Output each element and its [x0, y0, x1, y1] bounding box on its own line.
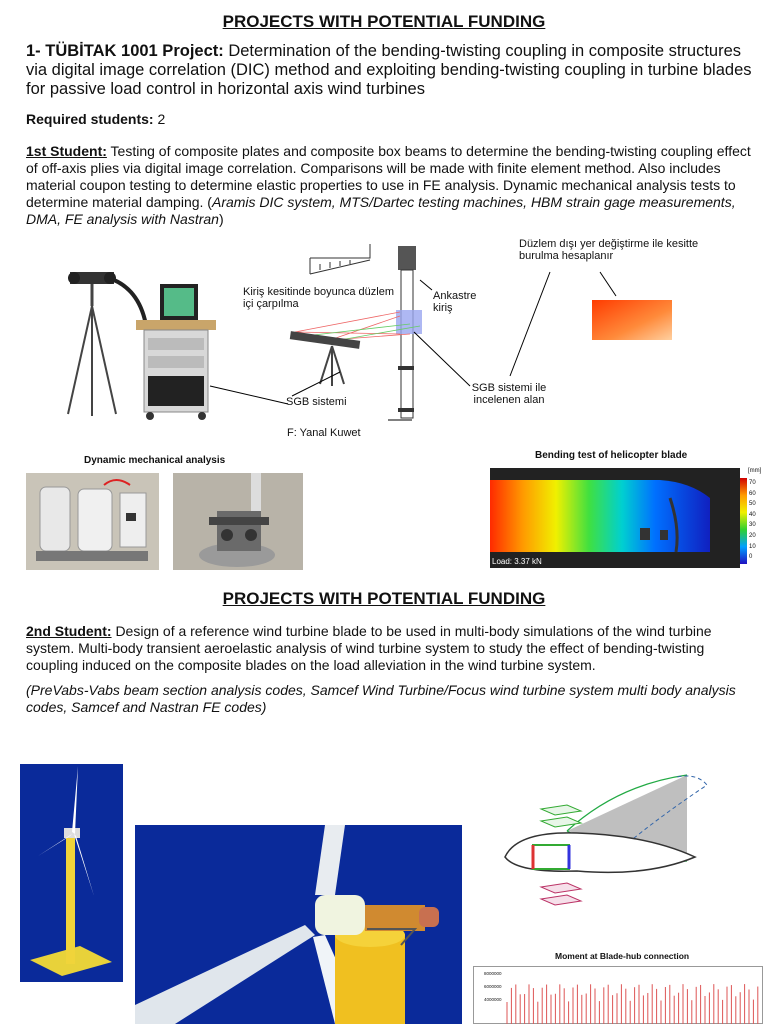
twist-contour-plot: [592, 300, 672, 340]
student1-description: [26, 143, 752, 228]
colorbar-tick: 10: [749, 543, 756, 550]
colorbar-unit: [mm]: [748, 468, 762, 474]
colorbar-ticks: [749, 478, 756, 563]
student2-text: Design of a reference wind turbine blade to be used in multi-body simulations of the wind turbine system. Multi-body transient aeroelastic analysis of wind turbine system to study the effect of bending-twisting coupling induced on the composite blades on the load alleviation in the wind turbine system.: [26, 623, 712, 673]
colorbar: [740, 468, 768, 568]
student2-label: 2nd Student:: [26, 623, 112, 639]
project-description: [26, 42, 752, 99]
student1-tools: Aramis DIC system, MTS/Dartec testing machines, HBM strain gage measurements, DMA, FE analysis with Nastran: [26, 194, 736, 227]
beam-diagram: [210, 244, 616, 420]
bending-test-contour-plot: [490, 468, 740, 568]
blade-section-diagram: [497, 765, 747, 925]
wind-turbine-render: [20, 764, 123, 982]
caption-dma: Dynamic mechanical analysis: [84, 455, 226, 466]
caption-bending-test: Bending test of helicopter blade: [535, 450, 688, 461]
project-text: Determination of the bending-twisting coupling in composite structures via digital image correlation (DIC) method and exploiting bending-twisting coupling in turbine blades for passive load control in horizontal axis wind turbines: [26, 42, 752, 98]
student1-label: 1st Student:: [26, 143, 107, 159]
load-label: Load: 3.37 kN: [492, 557, 542, 566]
label-clamped-beam: Ankastre kiriş: [433, 290, 477, 314]
moment-tick: 6000000: [484, 984, 502, 989]
label-curvature: Kiriş kesitinde boyunca düzlem içi çarpılma: [243, 286, 395, 310]
moment-tick: 8000000: [484, 971, 502, 976]
moment-tick: 4000000: [484, 997, 502, 1002]
colorbar-tick: 70: [749, 480, 756, 486]
dma-photo-1: [26, 473, 159, 570]
label-out-of-plane-twist: Düzlem dışı yer değiştirme ile kesitte burulma hesaplanır: [519, 238, 699, 262]
student2-tools: (PreVabs-Vabs beam section analysis codes, Samcef Wind Turbine/Focus wind turbine system multi body analysis codes, Samcef and Nastran FE codes): [26, 682, 736, 715]
project-label: 1- TÜBİTAK 1001 Project:: [26, 42, 224, 60]
colorbar-tick: 30: [749, 522, 756, 529]
colorbar-tick: 50: [749, 501, 756, 508]
section2-heading: PROJECTS WITH POTENTIAL FUNDING: [222, 589, 546, 608]
dma-photo-2: [173, 473, 303, 570]
student2-description: [26, 623, 752, 674]
moment-chart-ticks: [484, 971, 502, 1010]
label-lateral-force: F: Yanal Kuwet: [287, 427, 361, 439]
required-value: 2: [157, 111, 166, 127]
colorbar-tick: 60: [749, 490, 756, 497]
workstation-illustration: [136, 284, 216, 420]
colorbar-tick: 40: [749, 511, 756, 518]
required-label: Required students:: [26, 111, 154, 127]
turbine-hub-render: [135, 825, 462, 1024]
dic-setup-figure: [40, 236, 740, 446]
label-sgb-system: SGB sistemi: [286, 396, 347, 408]
label-inspected-area: SGB sistemi ile incelenen alan: [471, 382, 547, 406]
section1-heading: PROJECTS WITH POTENTIAL FUNDING: [222, 12, 546, 31]
colorbar-tick: 20: [749, 532, 756, 539]
student1-text: Testing of composite plates and composite box beams to determine the bending-twisting coupling effect of off-axis plies via digital image correlation. Comparisons will be made with finite element method. Also includes material coupon testing to determine elastic properties to use in FE analysis. Dynamic mechanical analysis tests to determine material damping. (: [26, 143, 751, 210]
required-students: [26, 111, 752, 127]
moment-chart-title: Moment at Blade-hub connection: [555, 951, 690, 961]
moment-chart: [473, 966, 763, 1024]
colorbar-tick: 0: [749, 554, 753, 561]
student1-close: ): [218, 211, 224, 227]
